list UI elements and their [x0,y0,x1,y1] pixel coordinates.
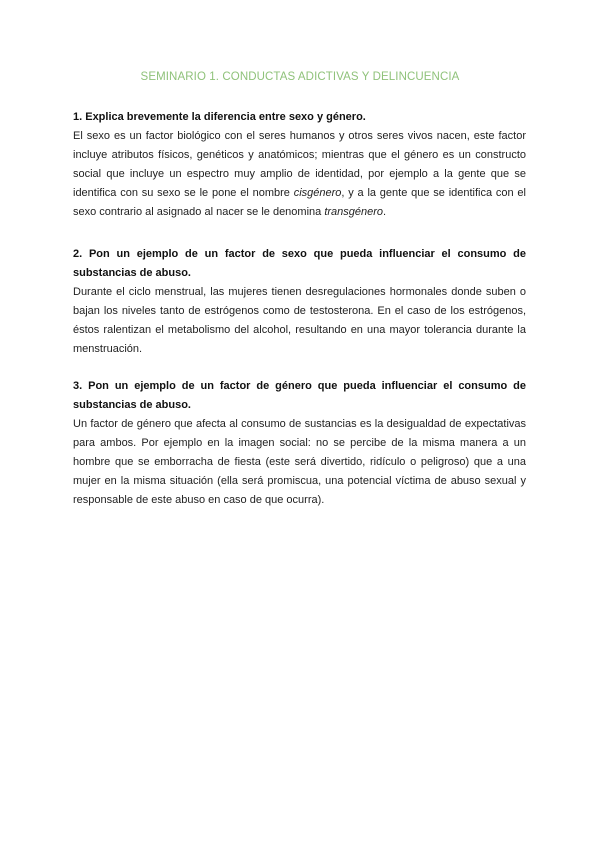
answer-1-text-c: . [383,206,387,218]
answer-1 [73,127,526,222]
term-cisgenero: cisgénero [293,187,342,199]
question-1: 1. Explica brevemente la diferencia entre sexo y género. [73,111,366,123]
answer-1-text-b: , y a la gente que se identifica con el sexo contrario al asignado al nacer se le denomina [73,187,526,218]
answer-1-text-a: El sexo es un factor biológico con el seres humanos y otros seres vivos nacen, este factor incluye atributos físicos, genéticos y anatómicos; mientras que el género es un constructo social que incluye un espectro muy amplio de identidad, por ejemplo a la gente que se identifica con su sexo se le pone el nombre [73,130,526,199]
term-transgenero: transgénero [324,206,384,218]
answer-3: Un factor de género que afecta al consumo de sustancias es la desigualdad de expectativas para ambos. Por ejemplo en la imagen social: no se percibe de la misma manera a un hombre que se emborracha de fiesta (este será divertido, ridículo o peligroso) que a una mujer en la misma situación (ella será promiscua, una potencial víctima de abuso sexual y responsable de este abuso en caso de que ocurra). [73,418,526,506]
section-3 [73,377,526,510]
document-title: SEMINARIO 1. CONDUCTAS ADICTIVAS Y DELINCUENCIA [140,71,460,83]
section-1 [73,108,526,222]
answer-2: Durante el ciclo menstrual, las mujeres tienen desregulaciones hormonales donde suben o bajan los niveles tanto de estrógenos como de testosterona. En el caso de los estrógenos, éstos ralentizan el metabolismo del alcohol, resultando en una mayor tolerancia durante la menstruación. [73,286,526,355]
question-2: 2. Pon un ejemplo de un factor de sexo que pueda influenciar el consumo de substancias de abuso. [73,248,526,279]
section-2 [73,245,526,359]
question-3: 3. Pon un ejemplo de un factor de género que pueda influenciar el consumo de substancias de abuso. [73,380,526,411]
